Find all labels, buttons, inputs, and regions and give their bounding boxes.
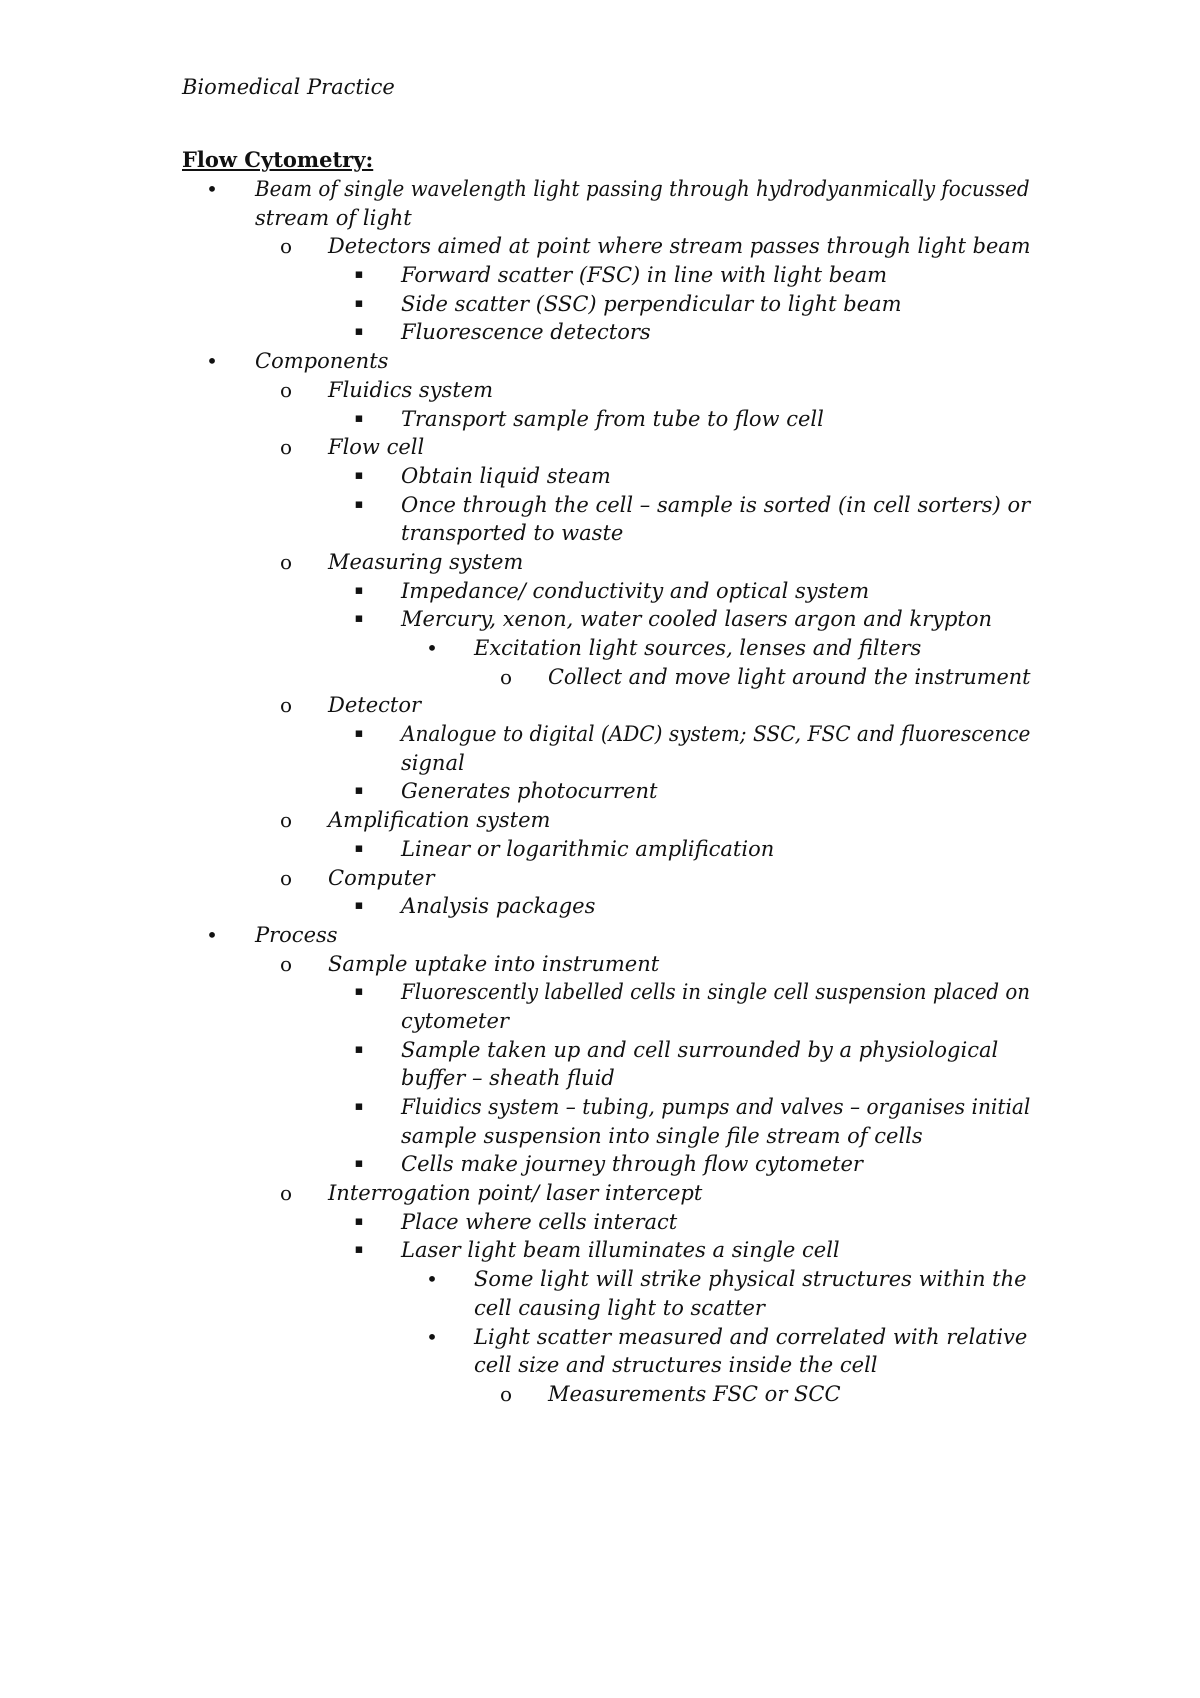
list-item xyxy=(0,1294,1200,1323)
list-item-text: transported to waste xyxy=(401,521,624,546)
list-item-text: Analysis packages xyxy=(401,894,596,919)
list-item-text: Laser light beam illuminates a single cell xyxy=(401,1238,840,1263)
list-item-text: Forward scatter (FSC) in line with light beam xyxy=(401,263,888,288)
list-item-text: Components xyxy=(255,349,389,374)
bullet-square-icon: ▪ xyxy=(354,840,364,856)
list-item-text: buffer – sheath fluid xyxy=(401,1066,615,1091)
bullet-square-icon: ▪ xyxy=(354,410,364,426)
bullet-disc-icon: • xyxy=(426,1267,438,1292)
bullet-disc-icon: • xyxy=(206,922,218,947)
list-item xyxy=(0,261,1200,290)
bullet-circle-icon: o xyxy=(279,808,293,833)
list-item xyxy=(0,175,1200,204)
list-item xyxy=(0,950,1200,979)
list-item xyxy=(0,347,1200,376)
list-item xyxy=(0,1179,1200,1208)
list-item-text: Detectors aimed at point where stream passes through light beam xyxy=(328,234,1031,259)
bullet-square-icon: ▪ xyxy=(354,1041,364,1057)
list-item xyxy=(0,1380,1200,1409)
list-item-text: Computer xyxy=(328,865,435,890)
bullet-square-icon: ▪ xyxy=(354,898,364,914)
bullet-square-icon: ▪ xyxy=(354,1099,364,1114)
list-item-text: Sample taken up and cell surrounded by a physiological xyxy=(401,1037,999,1062)
list-item xyxy=(0,835,1200,864)
list-item-text: Amplification system xyxy=(328,808,551,833)
bullet-square-icon: ▪ xyxy=(354,984,364,1000)
list-item-text: Once through the cell – sample is sorted (in cell sorters) or xyxy=(401,492,1031,517)
list-item-text: Measuring system xyxy=(328,549,524,574)
list-item-text: cell size and structures inside the cell xyxy=(474,1353,878,1378)
list-item-text: Measurements FSC or SCC xyxy=(548,1381,841,1406)
bullet-circle-icon: o xyxy=(279,549,293,574)
list-item xyxy=(0,433,1200,462)
bullet-square-icon: ▪ xyxy=(354,1213,364,1229)
list-item-text: Interrogation point/ laser intercept xyxy=(328,1181,703,1206)
list-item xyxy=(0,1150,1200,1179)
list-item xyxy=(0,1236,1200,1265)
list-item xyxy=(0,1208,1200,1237)
list-item-text: Light scatter measured and correlated with relative xyxy=(474,1324,1028,1349)
list-item xyxy=(0,806,1200,835)
bullet-circle-icon: o xyxy=(279,693,293,718)
section-heading: Flow Cytometry: xyxy=(182,147,374,172)
list-item-text: Analogue to digital (ADC) system; SSC, FSC and fluorescence xyxy=(401,722,1031,747)
list-item-text: Process xyxy=(255,922,338,947)
list-item-text: Collect and move light around the instrument xyxy=(548,664,1031,689)
bullet-square-icon: ▪ xyxy=(354,324,364,340)
bullet-square-icon: ▪ xyxy=(354,467,364,483)
list-item-text: Generates photocurrent xyxy=(401,779,658,804)
list-item xyxy=(0,1093,1200,1122)
list-item xyxy=(0,634,1200,663)
list-item-text: Cells make journey through flow cytometer xyxy=(401,1152,863,1177)
list-item xyxy=(0,290,1200,319)
list-item-text: Detector xyxy=(328,693,422,718)
list-item xyxy=(0,691,1200,720)
list-item-text: cell causing light to scatter xyxy=(474,1295,765,1320)
bullet-circle-icon: o xyxy=(279,377,293,402)
bullet-square-icon: ▪ xyxy=(354,611,364,627)
list-item-text: Fluorescence detectors xyxy=(401,320,651,345)
bullet-circle-icon: o xyxy=(279,435,293,460)
bullet-disc-icon: • xyxy=(426,1324,438,1349)
bullet-circle-icon: o xyxy=(279,865,293,890)
bullet-circle-icon: o xyxy=(279,951,293,976)
bullet-circle-icon: o xyxy=(499,664,513,689)
list-item xyxy=(0,1122,1200,1151)
list-item xyxy=(0,663,1200,692)
list-item-text: Transport sample from tube to flow cell xyxy=(401,406,824,431)
bullet-square-icon: ▪ xyxy=(354,1156,364,1172)
list-item xyxy=(0,519,1200,548)
list-item xyxy=(0,405,1200,434)
bullet-circle-icon: o xyxy=(499,1381,513,1406)
list-item-text: Place where cells interact xyxy=(401,1209,678,1234)
list-item xyxy=(0,605,1200,634)
list-item xyxy=(0,978,1200,1007)
list-item-text: cytometer xyxy=(401,1008,509,1033)
list-item xyxy=(0,720,1200,749)
list-item xyxy=(0,204,1200,233)
list-item-text: stream of light xyxy=(255,205,412,230)
list-item xyxy=(0,1265,1200,1294)
list-item-text: Impedance/ conductivity and optical system xyxy=(401,578,870,603)
bullet-square-icon: ▪ xyxy=(354,496,364,512)
bullet-circle-icon: o xyxy=(279,1181,293,1206)
list-item xyxy=(0,462,1200,491)
list-item-text: sample suspension into single file stream of cells xyxy=(401,1123,923,1148)
list-item-text: Linear or logarithmic amplification xyxy=(401,836,775,861)
bullet-square-icon: ▪ xyxy=(354,295,364,311)
list-item-text: Flow cell xyxy=(328,435,425,460)
list-item-text: Sample uptake into instrument xyxy=(328,951,660,976)
list-item-text: Excitation light sources, lenses and filters xyxy=(474,636,922,660)
bullet-square-icon: ▪ xyxy=(354,783,364,799)
list-item-text: Obtain liquid steam xyxy=(401,463,611,488)
list-item-text: Side scatter (SSC) perpendicular to light beam xyxy=(401,291,902,316)
list-item xyxy=(0,777,1200,806)
bullet-square-icon: ▪ xyxy=(354,1242,364,1258)
bullet-disc-icon: • xyxy=(426,636,438,660)
bullet-square-icon: ▪ xyxy=(354,267,364,283)
list-item xyxy=(0,491,1200,520)
list-item xyxy=(0,864,1200,893)
list-item xyxy=(0,1351,1200,1380)
list-item-text: Some light will strike physical structures within the xyxy=(474,1267,1027,1292)
list-item xyxy=(0,577,1200,606)
list-item xyxy=(0,921,1200,950)
bullet-list xyxy=(0,175,1200,1409)
bullet-square-icon: ▪ xyxy=(354,582,364,598)
list-item xyxy=(0,376,1200,405)
list-item xyxy=(0,1064,1200,1093)
bullet-square-icon: ▪ xyxy=(354,726,364,742)
list-item xyxy=(0,1323,1200,1352)
list-item-text: Fluorescently labelled cells in single cell suspension placed on xyxy=(401,980,1031,1005)
bullet-disc-icon: • xyxy=(206,349,218,374)
bullet-circle-icon: o xyxy=(279,234,293,259)
page-header: Biomedical Practice xyxy=(182,75,395,99)
list-item-text: Fluidics system xyxy=(328,377,494,402)
list-item-text: Mercury, xenon, water cooled lasers argon and krypton xyxy=(401,607,993,632)
list-item xyxy=(0,1007,1200,1036)
list-item-text: Fluidics system – tubing, pumps and valves – organises initial xyxy=(401,1095,1031,1119)
list-item xyxy=(0,232,1200,261)
list-item xyxy=(0,548,1200,577)
bullet-disc-icon: • xyxy=(206,177,218,201)
list-item xyxy=(0,892,1200,921)
list-item xyxy=(0,749,1200,778)
list-item xyxy=(0,318,1200,347)
list-item-text: Beam of single wavelength light passing through hydrodyanmically focussed xyxy=(255,177,1030,201)
list-item-text: signal xyxy=(401,750,465,775)
list-item xyxy=(0,1036,1200,1065)
